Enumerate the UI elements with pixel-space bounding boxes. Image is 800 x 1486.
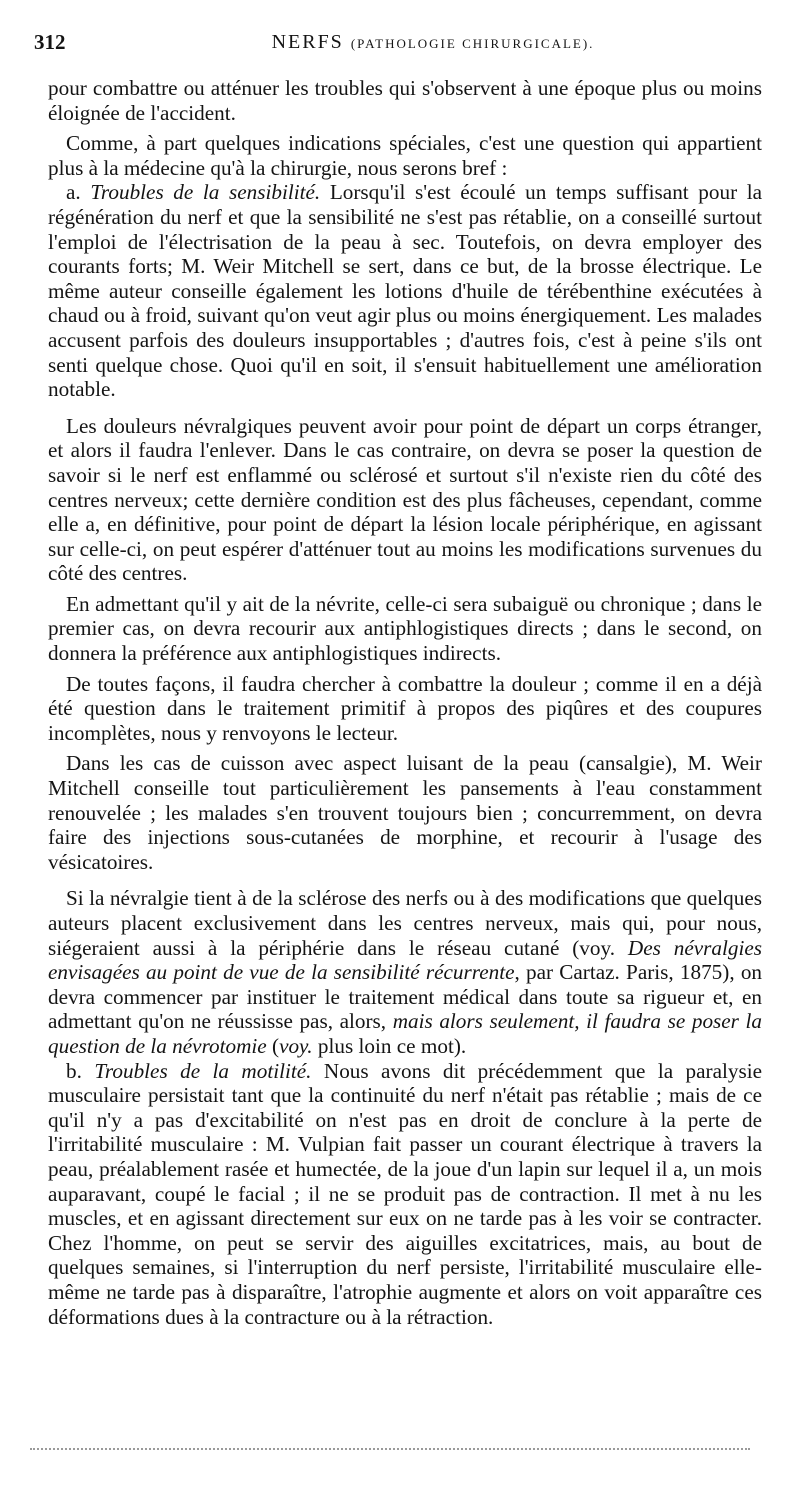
paragraph-nevrite <box>48 592 762 666</box>
paragraph-text: De toutes façons, il faudra chercher à combattre la douleur ; comme il en a déjà été question dans le traitement primitif à propos des piqûres et des coupures incomplètes, nous y renvoyons le lecteur. <box>48 671 762 745</box>
paragraph-cuisson <box>48 751 762 874</box>
paragraph-text: Lorsqu'il s'est écoulé un temps suffisant pour la régénération du nerf et que la sensibilité ne s'est pas rétablie, on a conseillé surtout l'emploi de l'électrisation de la peau à sec. Toutefois, on devra employer des courants forts; M. Weir Mitchell se sert, dans ce but, de la brosse électrique. Le même auteur conseille également les lotions d'huile de térébenthine exécutées à chaud ou à froid, suivant qu'on veut agir plus ou moins énergiquement. Les malades accusent parfois des douleurs insupportables ; d'autres fois, c'est à peine s'ils ont senti quelque chose. Quoi qu'il en soit, il s'ensuit habituellement une amélioration notable. <box>48 180 763 402</box>
paragraph-text: , par Cartaz. Paris, 1875), on devra commencer par instituer le traitement médical dans toute sa rigueur et, en admettant qu'on ne réussisse pas, alors, <box>48 960 763 1034</box>
paragraph-text: En admettant qu'il y ait de la névrite, celle-ci sera subaiguë ou chronique ; dans le premier cas, on devra recourir aux antiphlogistiques directs ; dans le second, on donnera la préférence aux antiphlogistiques indirects. <box>48 591 762 666</box>
paragraph-intro <box>48 131 762 180</box>
section-letter: a. <box>66 180 81 205</box>
paragraph-douleur <box>48 672 762 746</box>
running-title <box>28 31 778 54</box>
paragraph-text: Comme, à part quelques indications spéciales, c'est une question qui appartient plus à la médecine qu'à la chirurgie, nous serons bref : <box>48 131 762 180</box>
section-heading: Troubles de la sensibilité. <box>90 180 321 205</box>
paragraph-text: Les douleurs névralgiques peuvent avoir pour point de départ un corps étranger, et alors il faudra l'enlever. Dans le cas contraire, on devra se poser la question de savoir si le nerf est enflammé ou sclérosé et surtout s'il n'existe rien du côté des centres nerveux; cette dernière condition est des plus fâcheuses, cependant, comme elle a, en définitive, pour point de départ la lésion locale périphérique, en agissant sur celle-ci, on peut espérer d'atténuer tout au moins les modifications survenues du côté des centres. <box>48 413 762 586</box>
running-header <box>28 30 778 64</box>
section-letter: b. <box>66 1058 82 1083</box>
body-text <box>48 76 762 1329</box>
paragraph-text: pour combattre ou atténuer les troubles qui s'observent à une époque plus ou moins éloignée de l'accident. <box>48 76 762 125</box>
bottom-rule <box>30 1440 750 1450</box>
paragraph-text: Si la névralgie tient à de la sclérose des nerfs ou à des modifications que quelques auteurs placent exclusivement dans les centres nerveux, mais qui, pour nous, siégeraient aussi à la périphérie dans le réseau cutané (voy. <box>48 886 762 960</box>
paragraph-text: Nous avons dit précédemment que la paralysie musculaire persistait tant que la continuité du nerf n'était pas rétablie ; mais de ce qu'il n'y a pas d'excitabilité on n'est pas en droit de conclure à la perte de l'irritabilité musculaire : M. Vulpian fait passer un courant électrique à travers la peau, préalablement rasée et humectée, de la joue d'un lapin sur lequel il a, un mois auparavant, coupé le facial ; il ne se produit pas de contraction. Il met à nu les muscles, et en agissant directement sur eux on ne tarde pas à les voir se contracter. Chez l'homme, on peut se servir des aiguilles excitatrices, mais, au bout de quelques semaines, si l'interruption du nerf persiste, l'irritabilité musculaire elle-même ne tarde pas à disparaître, l'atrophie augmente et alors on voit apparaître ces déformations dues à la contracture ou à la rétraction. <box>48 1058 762 1329</box>
paragraph-douleurs <box>48 414 762 586</box>
paragraph-text: Dans les cas de cuisson avec aspect luisant de la peau (cansalgie), M. Weir Mitchell conseille tout particulièrement les pansements à l'eau constamment renouvelée ; les malades s'en trouvent toujours bien ; concurremment, on devra faire des injections sous-cutanées de morphine, et recourir à l'usage des vésicatoires. <box>48 751 762 874</box>
paragraph-nevralgie <box>48 886 762 1058</box>
running-title-main: NERFS <box>271 31 344 53</box>
emphasis-text: mais alors seulement, il faudra se poser la question de la névrotomie <box>48 1009 763 1058</box>
section-heading: Troubles de la motilité. <box>94 1058 312 1083</box>
page-number: 312 <box>34 30 66 54</box>
section-motilite <box>48 1059 762 1330</box>
paragraph-continuation <box>48 76 762 125</box>
running-title-sub: (PATHOLOGIE CHIRURGICALE). <box>350 36 595 51</box>
citation-title: Des névralgies envisagées au point de vue de la sensibilité récurrente <box>48 935 762 985</box>
paragraph-text: plus loin ce mot). <box>317 1033 467 1058</box>
paragraph-text: ( <box>272 1033 280 1058</box>
section-sensibilite <box>48 180 762 401</box>
emphasis-text: voy. <box>279 1033 313 1058</box>
